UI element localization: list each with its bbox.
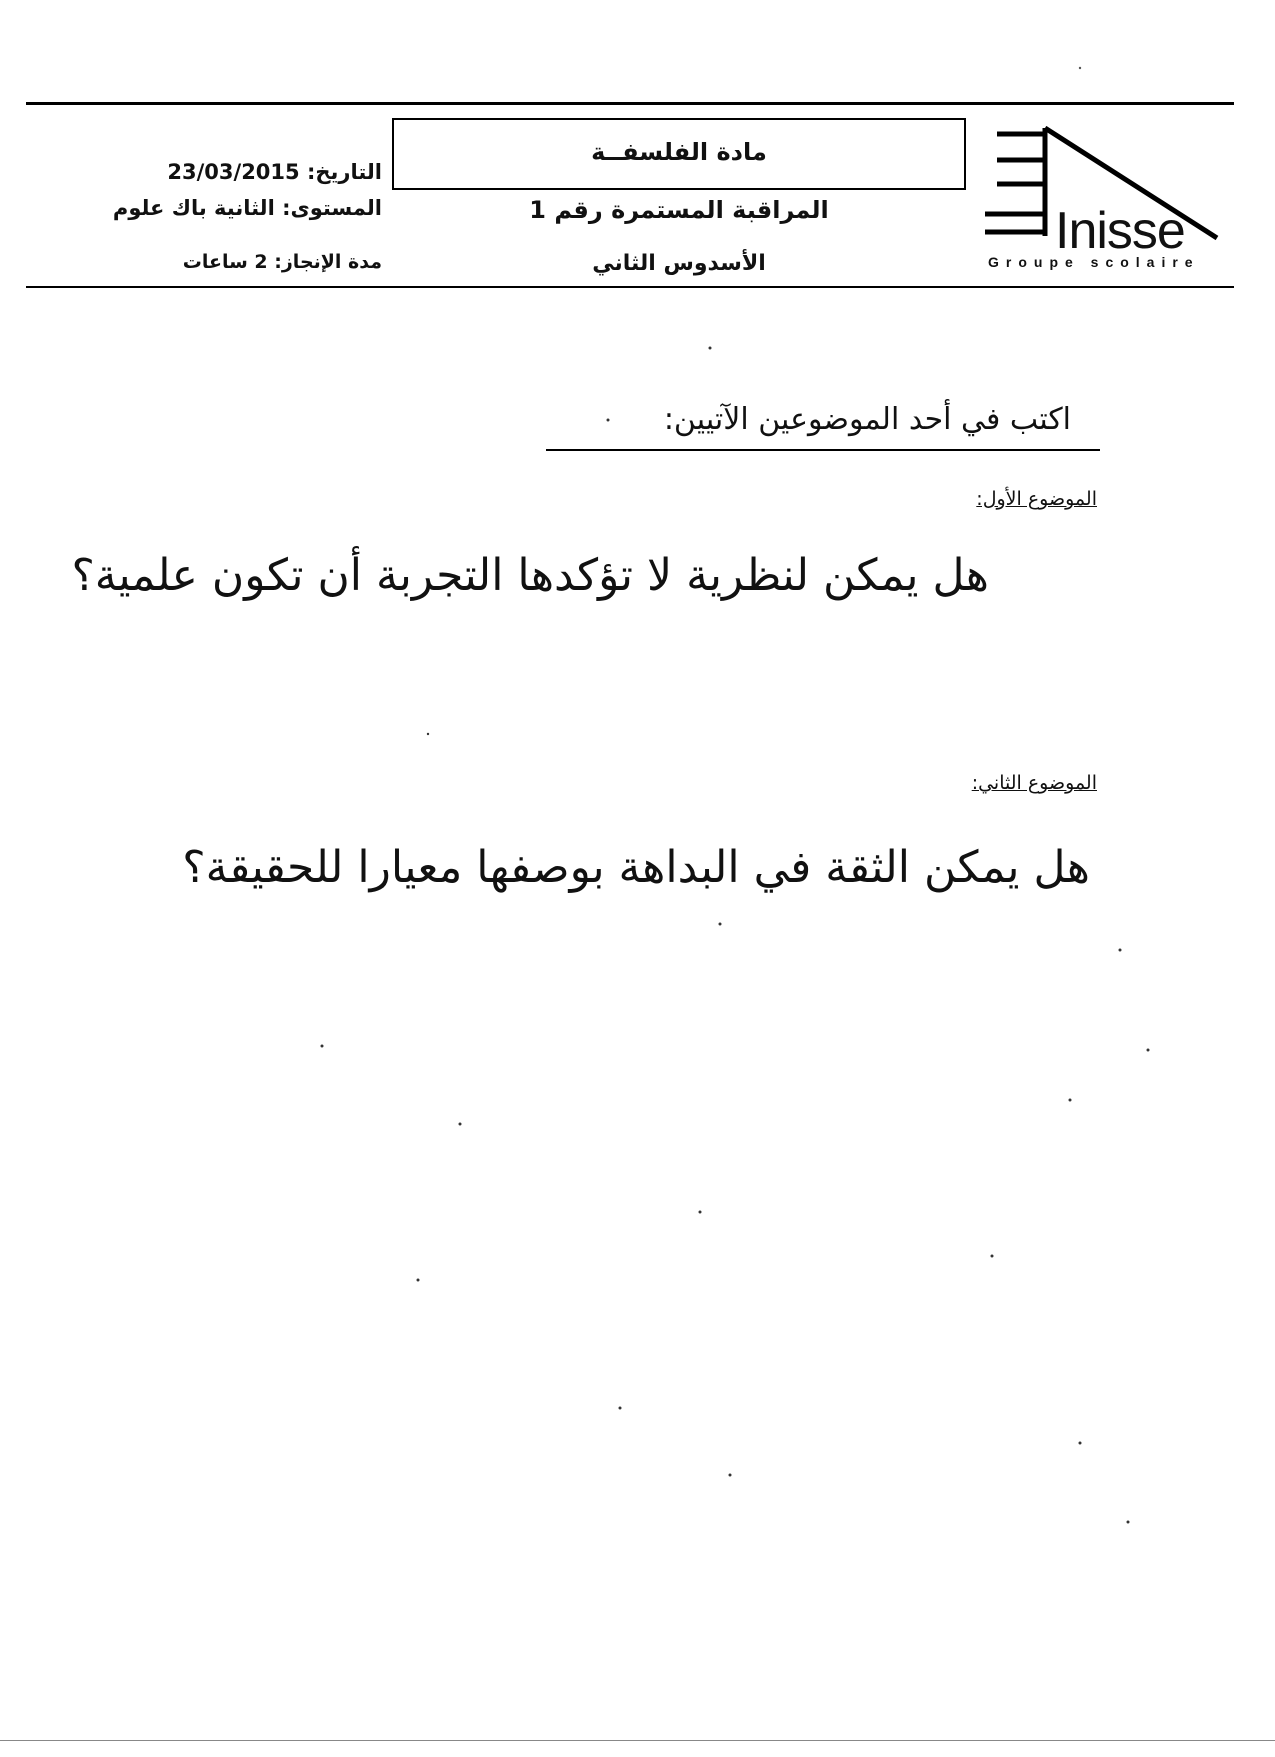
instruction-underline — [546, 449, 1100, 451]
subject-title: مادة الفلسفــة — [591, 138, 767, 166]
header-bottom-rule — [26, 286, 1234, 288]
footer-rule — [0, 1740, 1275, 1741]
subject-box — [392, 118, 966, 190]
topic-2-question: هل يمكن الثقة في البداهة بوصفها معيارا للحقيقة؟ — [182, 842, 1090, 893]
logo-subtitle: Groupe scolaire — [988, 254, 1200, 270]
instruction: اكتب في أحد الموضوعين الآتيين: — [663, 402, 1071, 437]
exam-level: المستوى: الثانية باك علوم — [112, 196, 382, 220]
exam-date: التاريخ: 23/03/2015 — [167, 160, 382, 184]
header-top-rule — [26, 102, 1234, 105]
topic-1-label: الموضوع الأول: — [976, 488, 1097, 510]
logo-wordmark: Inisse — [1055, 202, 1185, 260]
topic-2-label: الموضوع الثاني: — [971, 772, 1097, 794]
topic-1-question: هل يمكن لنظرية لا تؤكدها التجربة أن تكون علمية؟ — [71, 550, 989, 601]
exam-name: المراقبة المستمرة رقم 1 — [529, 196, 829, 224]
semester: الأسدوس الثاني — [592, 251, 766, 276]
exam-duration: مدة الإنجاز: 2 ساعات — [182, 251, 382, 273]
